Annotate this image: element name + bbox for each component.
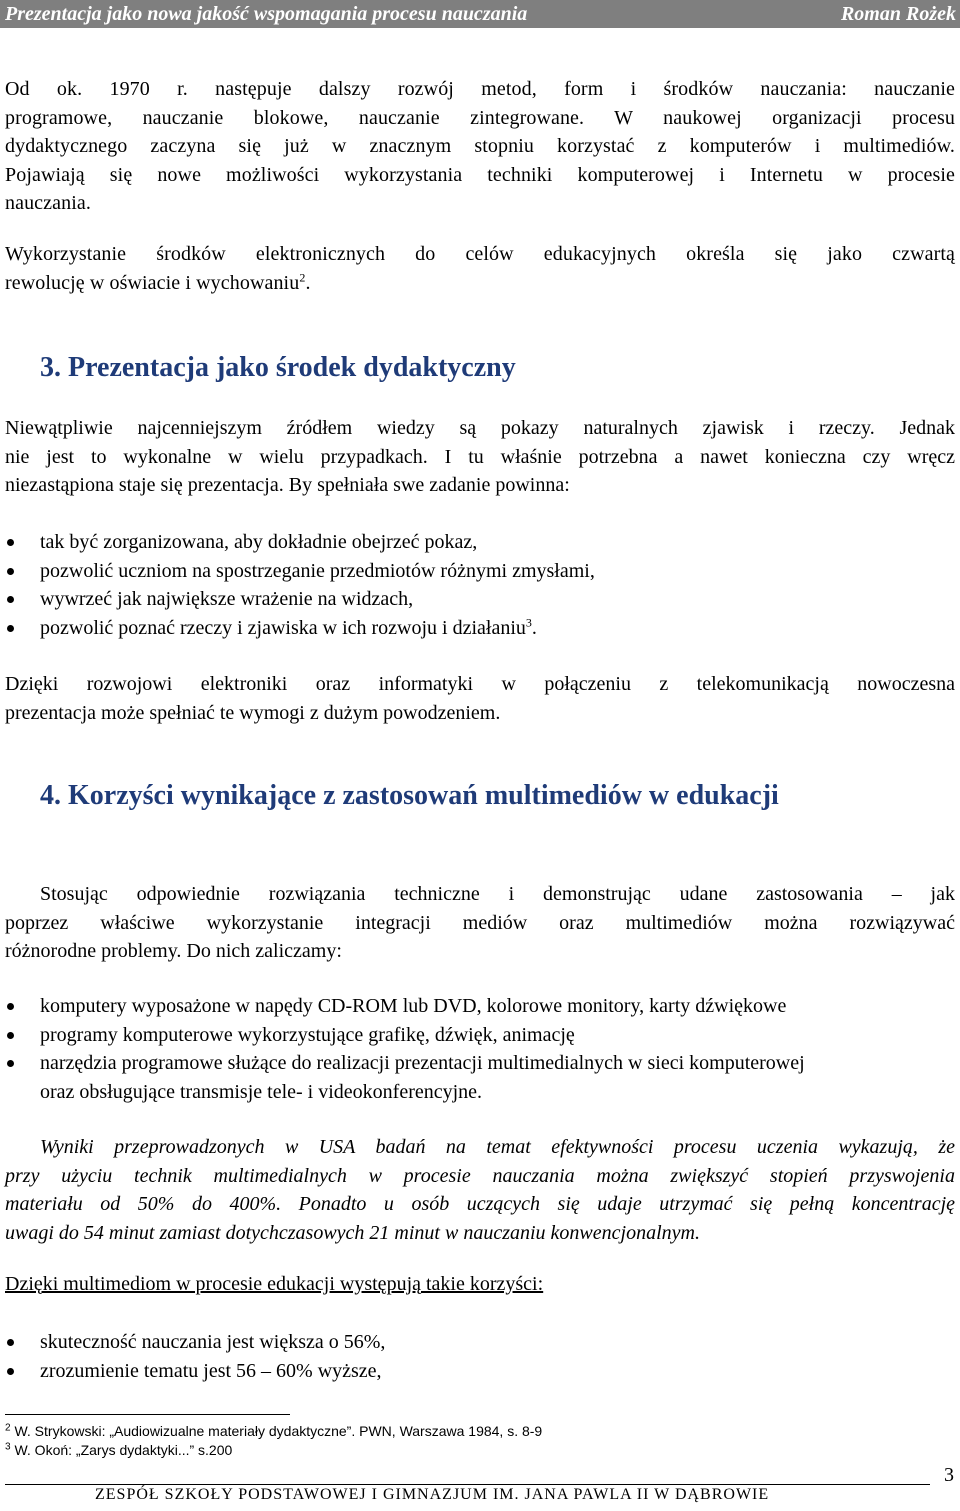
bullet-icon [7, 1368, 14, 1375]
footnote-text: W. Okoń: „Zarys dydaktyki...” s.200 [14, 1442, 233, 1458]
paragraph-history [5, 75, 955, 218]
text-fragment: . [305, 271, 311, 294]
text-line: Wyniki przeprowadzonych w USA badań na temat efektywności procesu uczenia wykazują, że [40, 1136, 955, 1158]
text-line: Od ok. 1970 r. następuje dalszy rozwój metod, form i środków nauczania: nauczanie [5, 78, 955, 100]
list-item [0, 528, 595, 557]
bullet-icon [7, 1339, 14, 1346]
author-name: Roman Rożek [840, 3, 956, 25]
list-item-text: narzędzia programowe służące do realizacji prezentacji multimedialnych w sieci komputerowej [40, 1052, 805, 1074]
text-line [5, 269, 955, 298]
footnote-text: W. Strykowski: „Audiowizualne materiały dydaktyczne”. PWN, Warszawa 1984, s. 8-9 [14, 1423, 543, 1439]
text-line: Niewątpliwie najcenniejszym źródłem wiedzy są pokazy naturalnych zjawisk i rzeczy. Jednak [5, 417, 955, 439]
text-line: dydaktycznego zaczyna się już w znacznym stopniu korzystać z komputerów i multimediów. [5, 135, 955, 157]
list-item [0, 992, 805, 1021]
text-line: uwagi do 54 minut zamiast dotychczasowych 21 minut w nauczaniu konwencjonalnym. [5, 1221, 700, 1244]
text-line: Dzięki multimediom w procesie edukacji występują takie korzyści: [5, 1273, 544, 1295]
bullet-icon [7, 539, 14, 546]
requirements-list [0, 528, 595, 642]
bullet-icon [7, 568, 14, 575]
text-line: Wykorzystanie środków elektronicznych do celów edukacyjnych określa się jako czwartą [5, 243, 955, 265]
bullet-icon [7, 1060, 14, 1067]
text-line: Dzięki rozwojowi elektroniki oraz informatyki w połączeniu z telekomunikacją nowoczesna [5, 673, 955, 695]
list-item [0, 1357, 385, 1386]
text-line: nauczania. [5, 192, 91, 214]
text-line: przy użyciu technik multimedialnych w procesie nauczania można zwiększyć stopień przyswojenia [5, 1164, 955, 1187]
footnote-3 [5, 1441, 232, 1459]
footer-divider [5, 1484, 930, 1485]
list-item-continuation [0, 1078, 805, 1107]
list-item [0, 1049, 805, 1078]
text-line: Pojawiają się nowe możliwości wykorzystania techniki komputerowej i Internetu w procesie [5, 163, 955, 186]
text-fragment: . [531, 616, 537, 639]
page-number: 3 [944, 1464, 954, 1486]
footnote-number: 2 [5, 1422, 11, 1434]
bullet-icon [7, 625, 14, 632]
list-item-text: pozwolić uczniom na spostrzeganie przedmiotów różnymi zmysłami, [40, 559, 595, 582]
bullet-icon [7, 596, 14, 603]
paragraph-electronics [5, 670, 955, 727]
list-item-text: tak być zorganizowana, aby dokładnie obejrzeć pokaz, [40, 531, 478, 553]
paragraph-revolution [5, 240, 955, 297]
text-line: programowe, nauczanie blokowe, nauczanie zintegrowane. W naukowej organizacji procesu [5, 106, 955, 129]
bullet-icon [7, 1003, 14, 1010]
section-heading-4: 4. Korzyści wynikające z zastosowań multimediów w edukacji [40, 780, 779, 811]
text-fragment: rewolucję w oświacie i wychowaniu [5, 271, 300, 294]
footnote-ref: 2 [299, 269, 306, 284]
text-line: poprzez właściwe wykorzystanie integracji mediów oraz multimediów można rozwiązywać [5, 911, 955, 934]
list-item [0, 557, 595, 586]
document-title: Prezentacja jako nowa jakość wspomagania procesu nauczania [5, 3, 528, 25]
list-item-text: komputery wyposażone w napędy CD-ROM lub DVD, kolorowe monitory, karty dźwiękowe [40, 995, 787, 1017]
footnote-number: 3 [5, 1441, 11, 1453]
section-heading-3: 3. Prezentacja jako środek dydaktyczny [40, 352, 516, 383]
list-item-text: oraz obsługujące transmisje tele- i videokonferencyjne. [40, 1080, 483, 1103]
list-item [0, 1328, 385, 1357]
equipment-list [0, 992, 805, 1106]
list-item [0, 1021, 805, 1050]
footnote-ref: 3 [525, 614, 532, 629]
list-item [0, 614, 595, 643]
page-header [0, 0, 960, 28]
footer-school-name: ZESPÓŁ SZKOŁY PODSTAWOWEJ I GIMNAZJUM IM. JANA PAWLA II W DĄBROWIE [95, 1486, 770, 1503]
text-line: Stosując odpowiednie rozwiązania techniczne i demonstrując udane zastosowania – jak [40, 883, 955, 905]
text-line: nie jest to wykonalne w wielu przypadkach. I tu właśnie potrzebna a nawet konieczna czy wręcz [5, 445, 955, 468]
paragraph-presentation [5, 414, 955, 500]
list-item-text: pozwolić poznać rzeczy i zjawiska w ich rozwoju i działaniu [40, 616, 526, 639]
footnote-2 [5, 1422, 542, 1440]
bullet-icon [7, 1032, 14, 1039]
footnote-divider [5, 1414, 290, 1415]
text-line: niezastąpiona staje się prezentacja. By spełniała swe zadanie powinna: [5, 474, 570, 496]
benefits-list [0, 1328, 385, 1385]
paragraph-benefits-intro [5, 1270, 955, 1299]
list-item-text: programy komputerowe wykorzystujące grafikę, dźwięk, animację [40, 1023, 575, 1046]
list-item-text: wywrzeć jak największe wrażenie na widzach, [40, 588, 414, 610]
list-item-text: skuteczność nauczania jest większa o 56%, [40, 1331, 386, 1353]
paragraph-solutions [5, 880, 955, 966]
text-line: prezentacja może spełniać te wymogi z dużym powodzeniem. [5, 701, 501, 724]
paragraph-research [5, 1133, 955, 1247]
text-line: różnorodne problemy. Do nich zaliczamy: [5, 940, 342, 962]
list-item-text: zrozumienie tematu jest 56 – 60% wyższe, [40, 1359, 382, 1382]
text-line: materiału od 50% do 400%. Ponadto u osób uczących się udaje utrzymać się pełną koncentrację [5, 1193, 955, 1215]
list-item [0, 585, 595, 614]
